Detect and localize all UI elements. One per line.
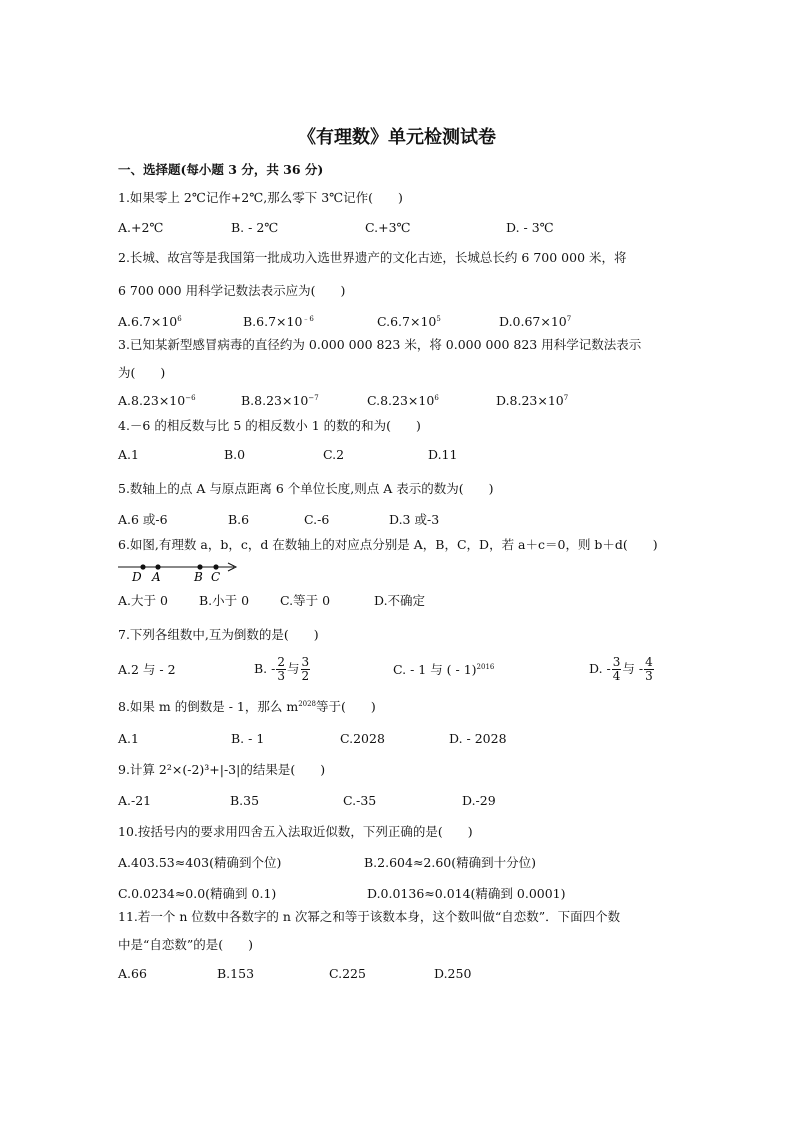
question-7-option-c: C. - 1 与 ( - 1)$^{2016}$ [393,662,495,677]
question-7-option-a: A.2 与 - 2 [118,662,176,677]
question-8-option-c: C.2028 [340,731,385,746]
number-line-figure [116,560,246,586]
question-10-option-b: B.2.604≈2.60(精确到十分位) [364,855,537,870]
point-label-d: D [132,570,142,584]
page-title: 《有理数》单元检测试卷 [298,127,496,148]
point-b-dot [197,564,202,569]
question-4-option-c: C.2 [323,447,345,462]
question-1-stem: 1.如果零上 2℃记作+2℃,那么零下 3℃记作( ) [118,190,403,205]
question-9-option-c: C.-35 [343,793,377,808]
question-4-stem: 4.－6 的相反数与比 5 的相反数小 1 的数的和为( ) [118,418,421,433]
question-10-option-c: C.0.0234≈0.0(精确到 0.1) [118,886,277,901]
question-6-stem: 6.如图,有理数 a，b，c，d 在数轴上的对应点分别是 A，B，C，D，若 a＋c＝0，则 b＋d( ) [118,537,658,552]
point-d-dot [140,564,145,569]
question-1-option-a: A.+2℃ [118,220,164,235]
fraction: $\frac{2}{3}$ [277,655,285,683]
question-3-stem-line1: 3.已知某新型感冒病毒的直径约为 0.000 000 823 米，将 0.000 000 823 用科学记数法表示 [118,337,642,352]
question-11-stem-line1: 11.若一个 n 位数中各数字的 n 次幂之和等于该数本身，这个数叫做“自恋数”．下面四个数 [118,909,621,924]
question-9-stem: 9.计算 2²×(-2)³+|-3|的结果是( ) [118,762,326,777]
question-2-stem-line1: 2.长城、故宫等是我国第一批成功入选世界遗产的文化古迹，长城总长约 6 700 000 米，将 [118,250,627,265]
question-11-option-d: D.250 [434,966,472,981]
question-11-option-b: B.153 [217,966,255,981]
point-label-b: B [194,570,203,584]
question-8-option-a: A.1 [118,731,139,746]
question-2-option-a: $A.6.7\times 10^6$ [118,314,182,329]
question-11-option-c: C.225 [329,966,366,981]
question-7-option-d: D. - $\frac{3}{4}$ 与 - $\frac{4}{3}$ [589,655,653,683]
question-6-option-c: C.等于 0 [280,593,331,608]
question-3-option-c: $C.8.23\times 10^6$ [367,393,439,408]
question-3-option-a: $A.8.23\times 10^{-6}$ [118,393,196,408]
question-7-option-b: B. - $\frac{2}{3}$ 与 $\frac{3}{2}$ [254,655,310,683]
question-2-option-c: $C.6.7\times 10^5$ [377,314,441,329]
fraction: $\frac{3}{2}$ [301,655,310,683]
question-9-option-a: A.-21 [118,793,152,808]
question-8-option-d: D. - 2028 [449,731,507,746]
question-8-stem: 8.如果 m 的倒数是 - 1，那么 $m^{2028}$等于( ) [118,699,376,714]
question-1-option-c: C.+3℃ [365,220,411,235]
question-5-option-b: B.6 [228,512,250,527]
question-3-option-d: $D.8.23\times 10^7$ [496,393,569,408]
question-4-option-a: A.1 [118,447,139,462]
question-5-option-c: C.-6 [304,512,330,527]
point-a-dot [155,564,160,569]
question-3-stem-line2: 为( ) [118,365,166,380]
point-label-a: A [152,570,161,584]
question-6-option-d: D.不确定 [374,593,426,608]
fraction: $\frac{4}{3}$ [645,655,653,683]
question-5-stem: 5.数轴上的点 A 与原点距离 6 个单位长度,则点 A 表示的数为( ) [118,481,494,496]
question-1-option-b: B. - 2℃ [231,220,279,235]
question-1-option-d: D. - 3℃ [506,220,554,235]
point-label-c: C [211,570,221,584]
question-5-option-d: D.3 或-3 [389,512,440,527]
question-11-stem-line2: 中是“自恋数”的是( ) [118,937,254,952]
question-6-option-a: A.大于 0 [118,593,168,608]
section-heading: 一、选择题(每小题 3 分，共 36 分) [118,162,324,177]
question-9-option-b: B.35 [230,793,260,808]
question-4-option-b: B.0 [224,447,246,462]
question-4-option-d: D.11 [428,447,458,462]
question-5-option-a: A.6 或-6 [118,512,168,527]
question-10-stem: 10.按括号内的要求用四舍五入法取近似数，下列正确的是( ) [118,824,473,839]
question-2-option-b: $B.6.7\times 10^{﹣6}$ [243,314,314,329]
question-2-stem-line2: 6 700 000 用科学记数法表示应为( ) [118,283,346,298]
question-2-option-d: $D.0.67\times 10^7$ [499,314,572,329]
question-6-option-b: B.小于 0 [199,593,250,608]
question-10-option-d: D.0.0136≈0.014(精确到 0.0001) [367,886,566,901]
fraction: $\frac{3}{4}$ [612,655,621,683]
point-c-dot [213,564,218,569]
question-9-option-d: D.-29 [462,793,496,808]
question-10-option-a: A.403.53≈403(精确到个位) [118,855,282,870]
question-3-option-b: $B.8.23\times 10^{-7}$ [241,393,319,408]
question-8-option-b: B. - 1 [231,731,265,746]
question-11-option-a: A.66 [118,966,147,981]
question-7-stem: 7.下列各组数中,互为倒数的是( ) [118,627,319,642]
